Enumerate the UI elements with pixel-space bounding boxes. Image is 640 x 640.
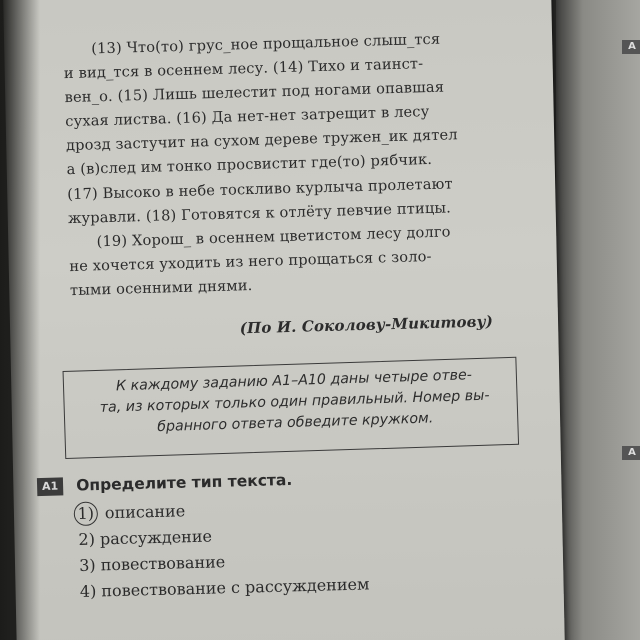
passage-line: а (в)след им тонко просвистит где(то) рябчик. bbox=[66, 151, 433, 179]
passage-line: (13) Что(то) грус_ное прощальное слыш_тся bbox=[91, 30, 441, 58]
next-page-edge bbox=[556, 0, 640, 640]
option-number: 4) bbox=[79, 581, 97, 601]
answer-circle-mark: 1) bbox=[74, 501, 99, 526]
reading-passage bbox=[63, 25, 531, 345]
author-credit: (По И. Соколову-Микитову) bbox=[239, 312, 494, 338]
option-text: рассуждение bbox=[99, 526, 213, 548]
passage-line: (19) Хорош_ в осеннем цветистом лесу долго bbox=[96, 223, 451, 251]
option-number: 2) bbox=[78, 529, 96, 549]
question-title: Определите тип текста. bbox=[75, 470, 293, 495]
instructions-box bbox=[63, 357, 520, 459]
question-number-badge: А1 bbox=[37, 477, 63, 496]
question-a1 bbox=[37, 467, 370, 605]
binding-shadow bbox=[0, 0, 40, 640]
option-text: повествование bbox=[100, 551, 226, 574]
worksheet-page bbox=[3, 0, 565, 640]
instruction-line: К каждому заданию А1–А10 даны четыре отве- bbox=[115, 367, 473, 395]
passage-line: вен_о. (15) Лишь шелестит под ногами опавшая bbox=[64, 78, 445, 107]
passage-line: дрозд застучит на сухом дереве тружен_ик дятел bbox=[65, 126, 458, 155]
answer-options bbox=[38, 493, 370, 606]
passage-line: не хочется уходить из него прощаться с золо- bbox=[69, 247, 432, 275]
option-text: описание bbox=[104, 500, 186, 522]
passage-line: и вид_тся в осеннем лесу. (14) Тихо и таинст- bbox=[63, 55, 424, 83]
margin-tag: А bbox=[622, 446, 640, 460]
option-number: 3) bbox=[78, 555, 96, 575]
passage-line: сухая листва. (16) Да нет-нет затрещит в лесу bbox=[65, 103, 430, 131]
option-text: повествование с рассуждением bbox=[101, 573, 370, 600]
passage-line: (17) Высоко в небе тоскливо курлыча пролетают bbox=[67, 174, 453, 203]
margin-tag: А bbox=[622, 40, 640, 54]
passage-line: журавли. (18) Готовятся к отлёту певчие птицы. bbox=[67, 199, 452, 227]
passage-line: тыми осенними днями. bbox=[69, 276, 253, 300]
instruction-line: бранного ответа обведите кружком. bbox=[157, 410, 434, 436]
instruction-line: та, из которых только один правильный. Номер вы- bbox=[99, 387, 490, 416]
